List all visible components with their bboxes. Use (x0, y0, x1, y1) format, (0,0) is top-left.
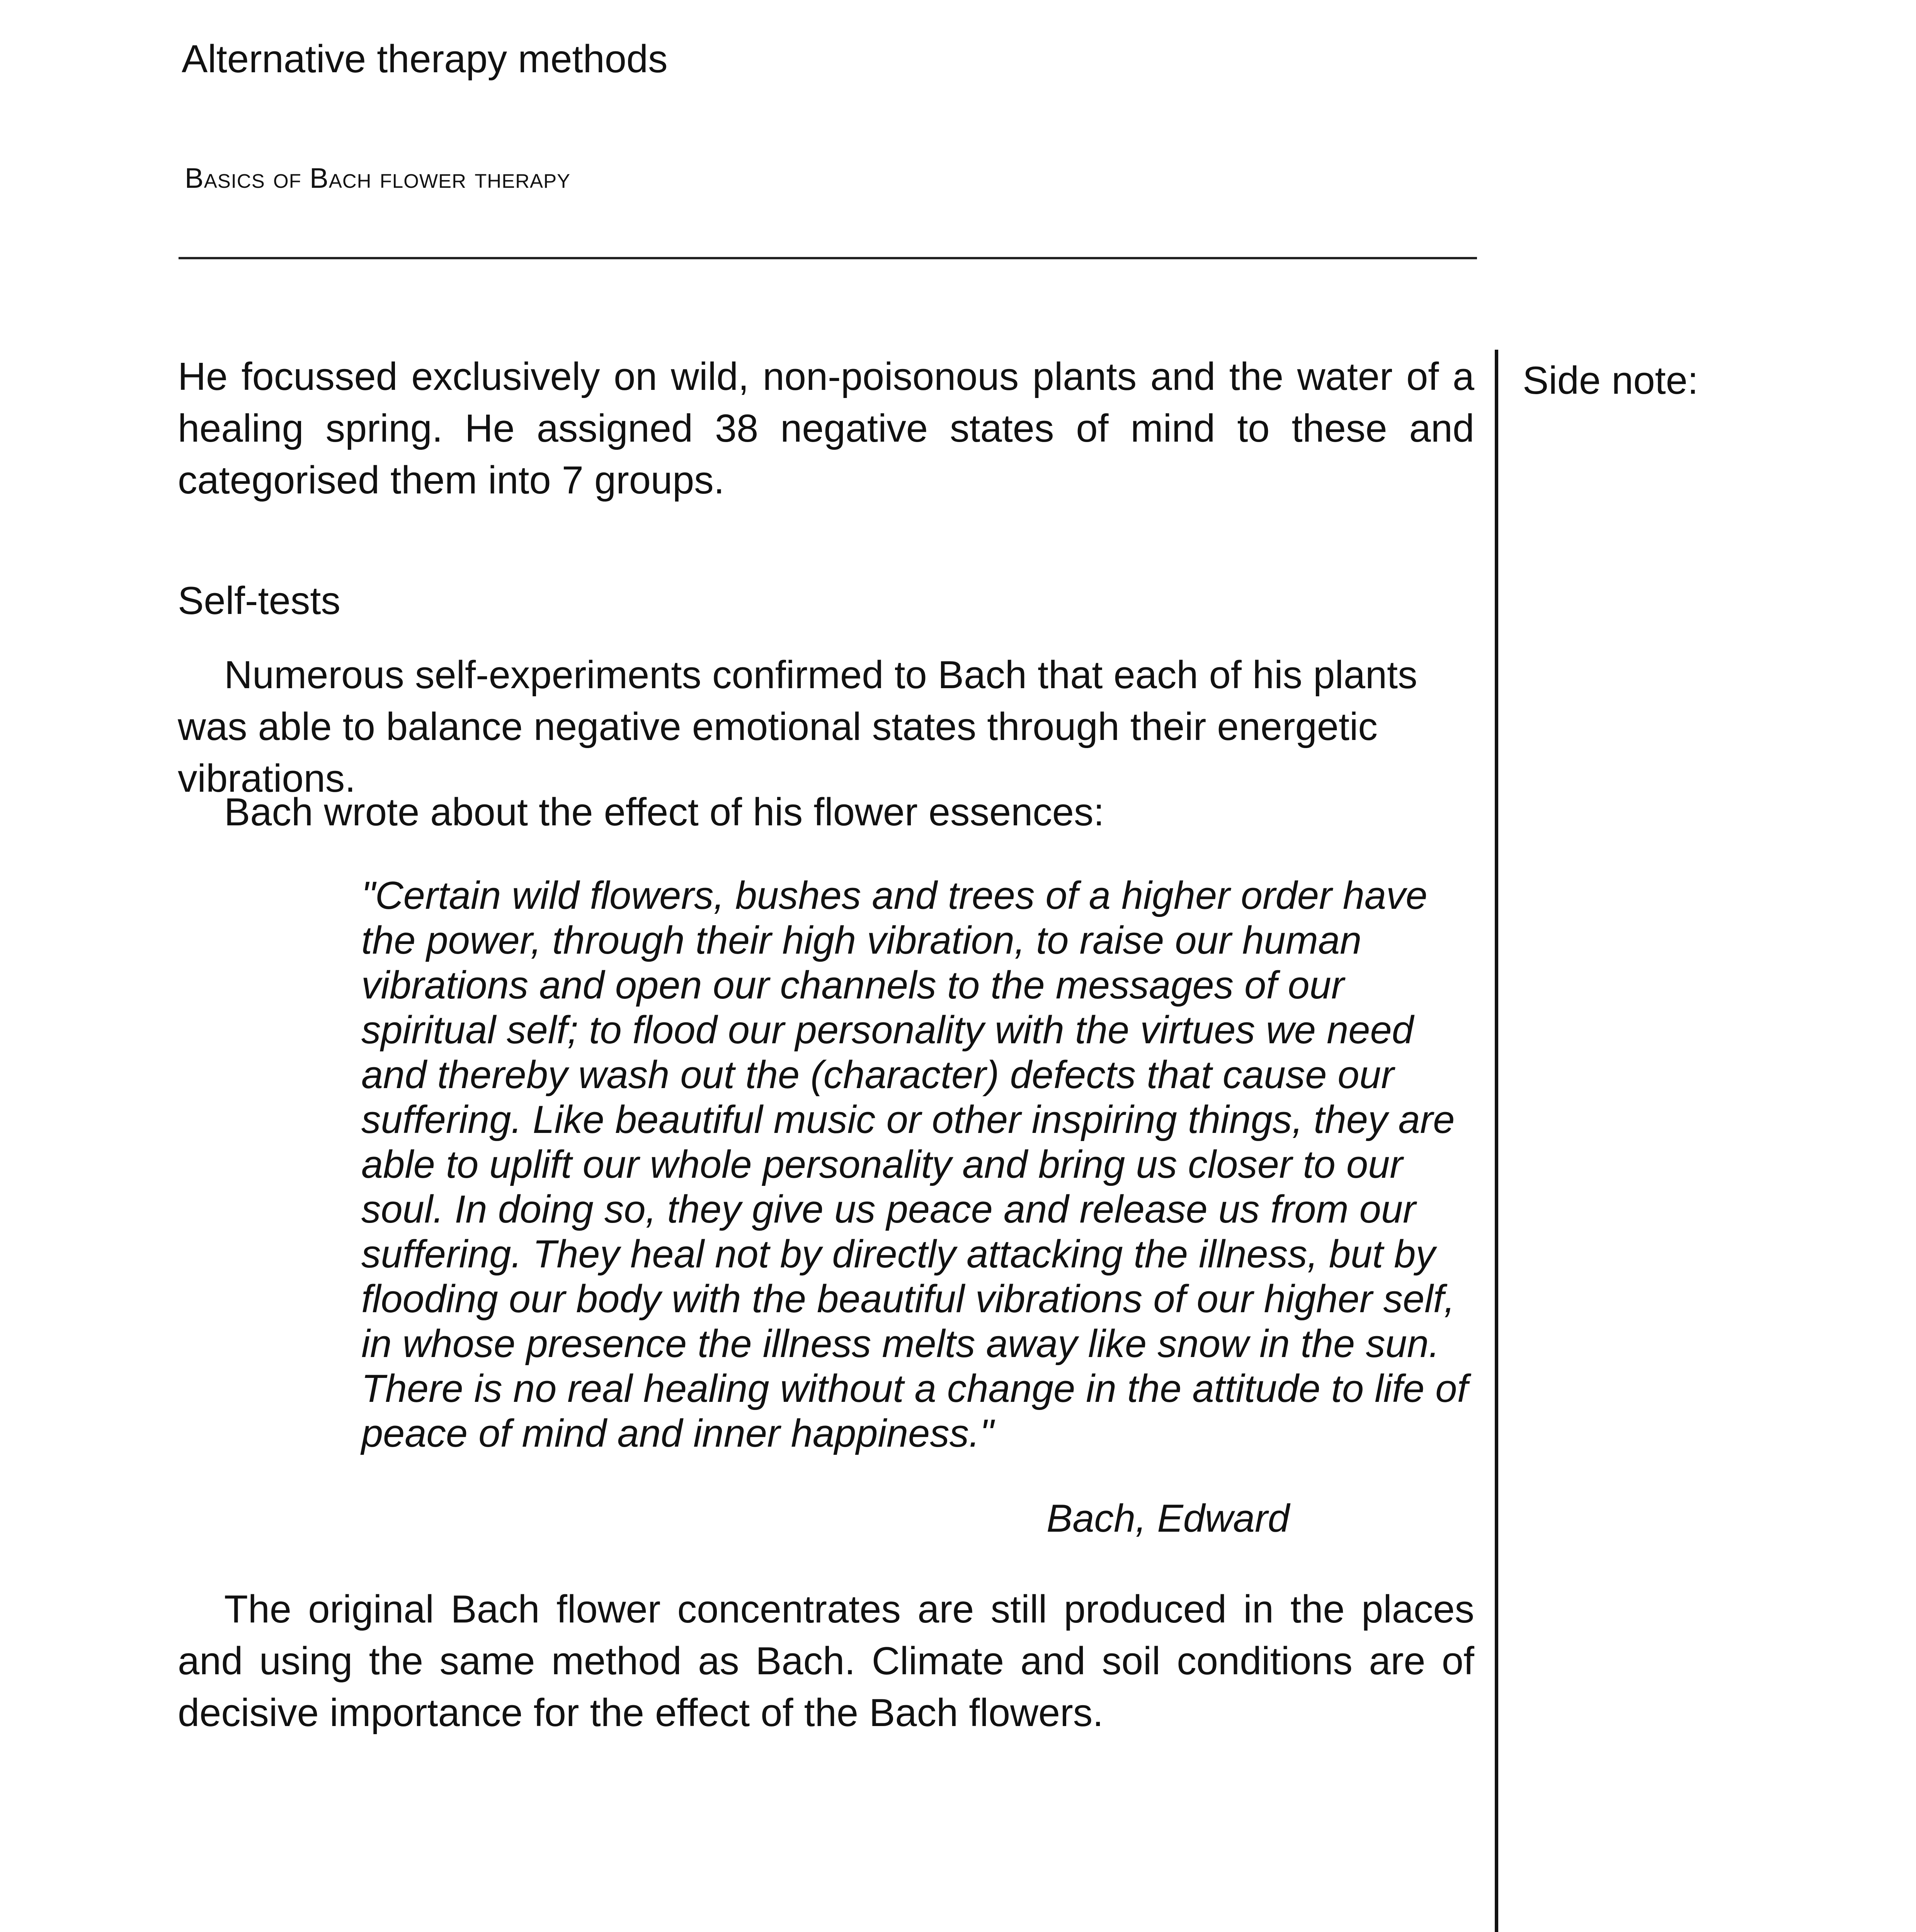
section-heading: Self-tests (178, 579, 340, 622)
margin-divider (1495, 350, 1498, 1932)
header-divider (179, 257, 1477, 259)
page-header-subtitle: Basics of Bach flower therapy (185, 163, 571, 194)
page-header-title: Alternative therapy methods (182, 37, 668, 81)
body-paragraph: Bach wrote about the effect of his flower essences: (224, 791, 1104, 834)
body-paragraph: Numerous self-experiments confirmed to Bach that each of his plants was able to balance negative emotional states through their energetic vibrations. (178, 653, 1417, 800)
block-quote: "Certain wild flowers, bushes and trees of a higher order have the power, through their high vibration, to raise our human vibrations and open our channels to the messages of our spiritual self; to flood our personality with the virtues we need and thereby wash out the (character) defects that cause our suffering. Like beautiful music or other inspiring things, they are able to uplift our whole personality and bring us closer to our soul. In doing so, they give us peace and release us from our suffering. They heal not by directly attacking the illness, but by flooding our body with the beautiful vibrations of our higher self, in whose presence the illness melts away like snow in the sun. There is no real healing without a change in the attitude to life of peace of mind and inner happiness." (361, 874, 1468, 1455)
body-paragraph: He focussed exclusively on wild, non-poisonous plants and the water of a healing spring. He assigned 38 negative states of mind to these and categorised them into 7 groups. (178, 355, 1474, 502)
quote-attribution: Bach, Edward (1046, 1497, 1290, 1540)
body-paragraph: The original Bach flower concentrates are still produced in the places and using the same method as Bach. Climate and soil conditions are of decisive importance for the effect of the Bach flowers. (178, 1588, 1474, 1735)
side-note-label: Side note: (1523, 359, 1698, 402)
